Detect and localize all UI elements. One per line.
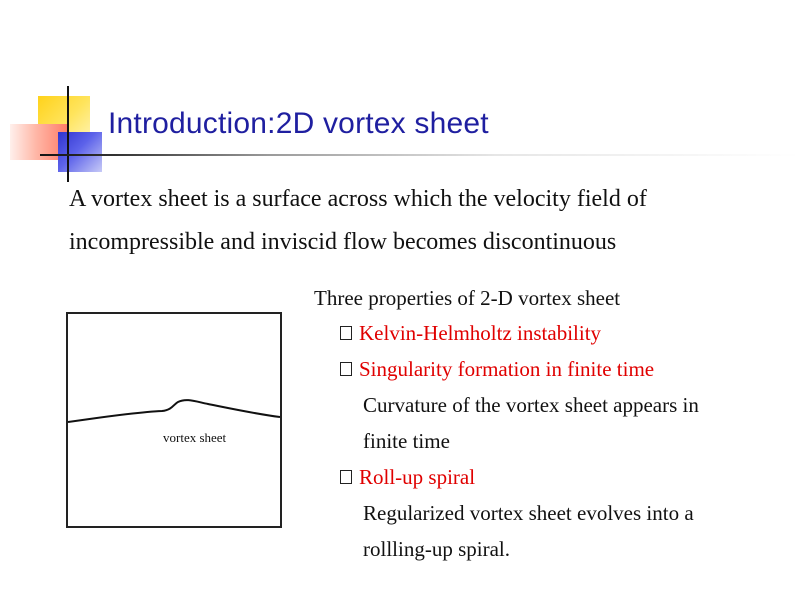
- title-decoration-blue-square: [58, 132, 102, 172]
- property-label: Singularity formation in finite time: [359, 357, 655, 381]
- property-description: Regularized vortex sheet evolves into a rollling-up spiral.: [363, 501, 694, 561]
- properties-list: [314, 315, 774, 567]
- property-kelvin-helmholtz: [314, 315, 774, 351]
- property-roll-up-spiral: [314, 459, 774, 567]
- property-label: Kelvin-Helmholtz instability: [359, 321, 602, 345]
- vortex-sheet-label: vortex sheet: [163, 430, 227, 445]
- property-singularity-formation: [314, 351, 774, 459]
- vortex-sheet-figure: [66, 312, 282, 528]
- properties-heading: Three properties of 2-D vortex sheet: [314, 286, 621, 310]
- property-label: Roll-up spiral: [359, 465, 476, 489]
- property-description: Curvature of the vortex sheet appears in finite time: [363, 393, 699, 453]
- properties-section: [314, 281, 774, 567]
- square-bullet-icon: [340, 326, 352, 340]
- slide-title: Introduction:2D vortex sheet: [108, 107, 489, 140]
- title-underline: [40, 154, 800, 156]
- intro-paragraph: A vortex sheet is a surface across which the velocity field of incompressible and inviscid flow becomes discontinuous: [69, 186, 647, 255]
- title-decoration-vertical-line: [67, 86, 69, 182]
- square-bullet-icon: [340, 470, 352, 484]
- square-bullet-icon: [340, 362, 352, 376]
- vortex-sheet-curve: [68, 314, 280, 526]
